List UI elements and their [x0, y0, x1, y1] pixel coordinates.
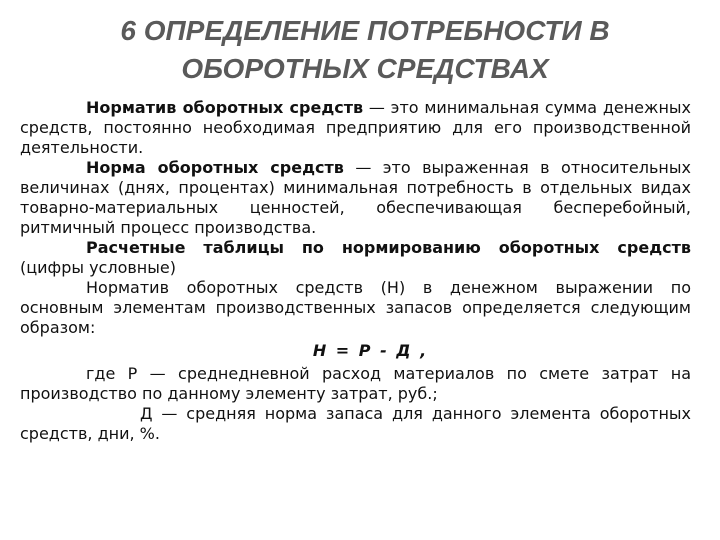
paragraph-tables-heading	[20, 238, 691, 278]
formula: Н = Р - Д ,	[312, 341, 429, 360]
paragraph-normative-definition	[20, 98, 691, 158]
slide-title-line-2: ОБОРОТНЫХ СРЕДСТВАХ	[181, 53, 549, 84]
paragraph-norm-definition	[20, 158, 691, 238]
slide-body	[20, 98, 691, 444]
norm-definition-text: — это выраженная в относительных величинах (днях, процентах) минимальная потребность в отдельных видах товарно-материальных ценностей, обеспечивающая бесперебойный, ритмичный процесс производства.	[20, 158, 691, 237]
paragraph-variable-d: Д — средняя норма запаса для данного элемента оборотных средств, дни, %.	[20, 404, 691, 443]
tables-note-text: (цифры условные)	[20, 258, 176, 277]
term-norm: Норма оборотных средств	[86, 158, 344, 177]
normative-definition-text: — это минимальная сумма денежных средств, постоянно необходимая предприятию для его производственной деятельности.	[20, 98, 692, 157]
term-tables: Расчетные таблицы по нормированию оборотных средств	[86, 238, 691, 257]
slide-title-line-1: 6 ОПРЕДЕЛЕНИЕ ПОТРЕБНОСТИ В	[120, 15, 610, 46]
paragraph-variable-p: где Р — среднедневной расход материалов по смете затрат на производство по данному элементу затрат, руб.;	[20, 364, 691, 403]
term-normative: Норматив оборотных средств	[86, 98, 364, 117]
slide-title	[40, 12, 690, 88]
paragraph-formula-intro: Норматив оборотных средств (Н) в денежном выражении по основным элементам производственных запасов определяется следующим образом:	[20, 278, 691, 337]
